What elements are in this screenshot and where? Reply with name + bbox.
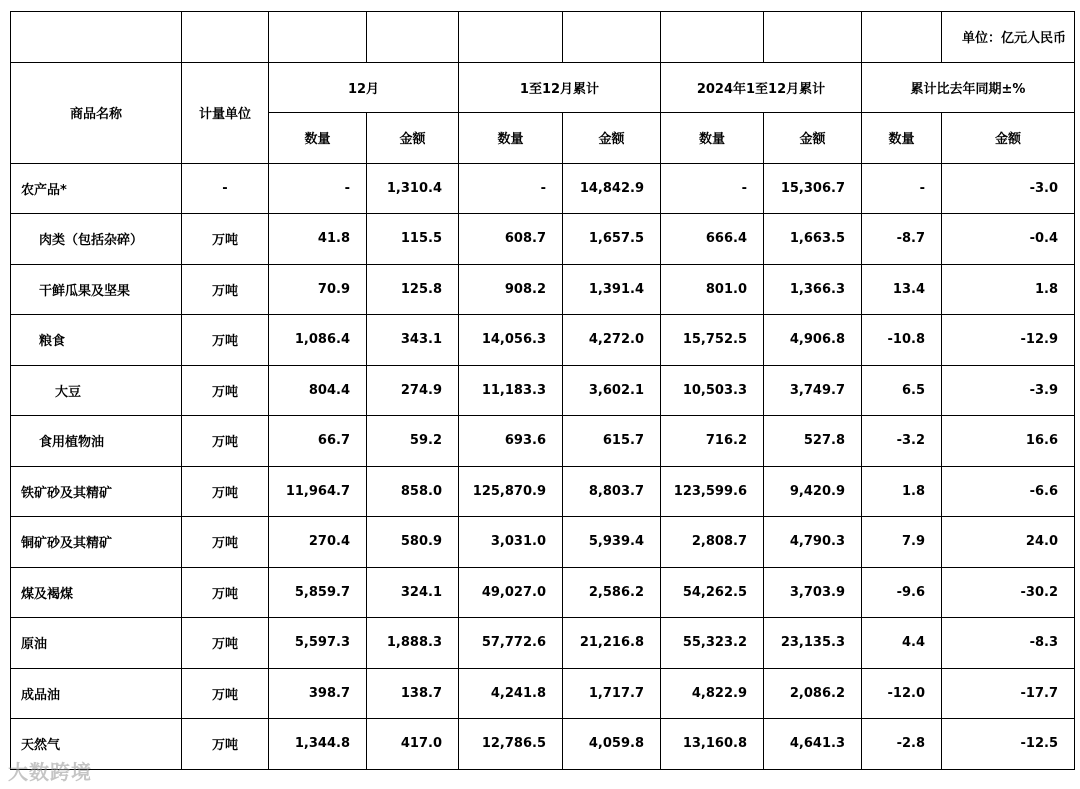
prev-qty-cell: 54,262.5 (661, 567, 764, 618)
cum-qty-cell: 14,056.3 (459, 315, 563, 366)
dec-amt-cell: 1,310.4 (367, 163, 459, 214)
yoy-amt-cell: 16.6 (942, 416, 1075, 467)
product-name-cell: 肉类（包括杂碎） (11, 214, 182, 265)
cum-amt-cell: 1,657.5 (563, 214, 661, 265)
watermark: 大数跨境 (8, 760, 92, 784)
import-statistics-table (10, 11, 1075, 770)
product-name-cell: 食用植物油 (11, 416, 182, 467)
yoy-amt-cell: -3.0 (942, 163, 1075, 214)
cum-qty-cell: 3,031.0 (459, 517, 563, 568)
measure-unit-cell: 万吨 (182, 264, 269, 315)
dec-amt-cell: 115.5 (367, 214, 459, 265)
prev-amt-cell: 4,641.3 (764, 719, 862, 770)
dec-qty-cell: - (269, 163, 367, 214)
prev-qty-cell: 716.2 (661, 416, 764, 467)
measure-unit-cell: - (182, 163, 269, 214)
cum-qty-cell: 12,786.5 (459, 719, 563, 770)
measure-unit-cell: 万吨 (182, 567, 269, 618)
yoy-amt-cell: -12.9 (942, 315, 1075, 366)
table-row (11, 567, 1075, 618)
unit-note: 单位：亿元人民币 (942, 12, 1075, 63)
dec-amt-cell: 324.1 (367, 567, 459, 618)
product-name-cell: 铜矿砂及其精矿 (11, 517, 182, 568)
prev-qty-cell: 2,808.7 (661, 517, 764, 568)
yoy-qty-cell: 7.9 (862, 517, 942, 568)
dec-amt-cell: 580.9 (367, 517, 459, 568)
dec-amt-cell: 858.0 (367, 466, 459, 517)
cum-qty-cell: 4,241.8 (459, 668, 563, 719)
yoy-qty-cell: -12.0 (862, 668, 942, 719)
yoy-qty-cell: -8.7 (862, 214, 942, 265)
table-row (11, 668, 1075, 719)
prev-qty-cell: 801.0 (661, 264, 764, 315)
yoy-qty-cell: 13.4 (862, 264, 942, 315)
cum-amt-cell: 2,586.2 (563, 567, 661, 618)
measure-unit-cell: 万吨 (182, 517, 269, 568)
prev-qty-cell: 666.4 (661, 214, 764, 265)
table-row (11, 264, 1075, 315)
prev-amt-cell: 2,086.2 (764, 668, 862, 719)
prev-qty-cell: 13,160.8 (661, 719, 764, 770)
cum-amt-cell: 4,059.8 (563, 719, 661, 770)
prev-amt-cell: 3,749.7 (764, 365, 862, 416)
measure-unit-cell: 万吨 (182, 466, 269, 517)
yoy-qty-cell: 1.8 (862, 466, 942, 517)
dec-qty-cell: 1,086.4 (269, 315, 367, 366)
yoy-qty-cell: - (862, 163, 942, 214)
header-period-dec: 12月 (269, 62, 459, 113)
product-name-cell: 干鲜瓜果及坚果 (11, 264, 182, 315)
table-row (11, 466, 1075, 517)
table-row (11, 416, 1075, 467)
header-qty: 数量 (269, 113, 367, 164)
cum-qty-cell: 57,772.6 (459, 618, 563, 669)
prev-amt-cell: 4,790.3 (764, 517, 862, 568)
cum-amt-cell: 8,803.7 (563, 466, 661, 517)
prev-qty-cell: 15,752.5 (661, 315, 764, 366)
cum-amt-cell: 1,391.4 (563, 264, 661, 315)
measure-unit-cell: 万吨 (182, 618, 269, 669)
dec-amt-cell: 274.9 (367, 365, 459, 416)
cum-qty-cell: 908.2 (459, 264, 563, 315)
table-row (11, 365, 1075, 416)
prev-amt-cell: 4,906.8 (764, 315, 862, 366)
prev-qty-cell: 10,503.3 (661, 365, 764, 416)
header-qty: 数量 (661, 113, 764, 164)
prev-amt-cell: 9,420.9 (764, 466, 862, 517)
cum-qty-cell: - (459, 163, 563, 214)
header-qty: 数量 (862, 113, 942, 164)
prev-qty-cell: 4,822.9 (661, 668, 764, 719)
yoy-qty-cell: 4.4 (862, 618, 942, 669)
yoy-qty-cell: 6.5 (862, 365, 942, 416)
dec-qty-cell: 41.8 (269, 214, 367, 265)
yoy-amt-cell: -30.2 (942, 567, 1075, 618)
yoy-amt-cell: -3.9 (942, 365, 1075, 416)
header-period-prev: 2024年1至12月累计 (661, 62, 862, 113)
prev-qty-cell: 55,323.2 (661, 618, 764, 669)
measure-unit-cell: 万吨 (182, 315, 269, 366)
cum-qty-cell: 608.7 (459, 214, 563, 265)
header-amt: 金额 (942, 113, 1075, 164)
header-qty: 数量 (459, 113, 563, 164)
cum-qty-cell: 693.6 (459, 416, 563, 467)
dec-qty-cell: 1,344.8 (269, 719, 367, 770)
prev-qty-cell: - (661, 163, 764, 214)
dec-qty-cell: 5,859.7 (269, 567, 367, 618)
cum-qty-cell: 49,027.0 (459, 567, 563, 618)
yoy-amt-cell: -0.4 (942, 214, 1075, 265)
cum-amt-cell: 615.7 (563, 416, 661, 467)
prev-amt-cell: 1,663.5 (764, 214, 862, 265)
cum-qty-cell: 125,870.9 (459, 466, 563, 517)
table-row (11, 719, 1075, 770)
product-name-cell: 成品油 (11, 668, 182, 719)
yoy-qty-cell: -9.6 (862, 567, 942, 618)
yoy-qty-cell: -10.8 (862, 315, 942, 366)
cum-amt-cell: 21,216.8 (563, 618, 661, 669)
prev-amt-cell: 3,703.9 (764, 567, 862, 618)
product-name-cell: 农产品* (11, 163, 182, 214)
dec-qty-cell: 270.4 (269, 517, 367, 568)
header-row-periods (11, 62, 1075, 113)
header-amt: 金额 (563, 113, 661, 164)
yoy-amt-cell: -12.5 (942, 719, 1075, 770)
dec-qty-cell: 70.9 (269, 264, 367, 315)
yoy-amt-cell: 24.0 (942, 517, 1075, 568)
cum-amt-cell: 4,272.0 (563, 315, 661, 366)
dec-qty-cell: 5,597.3 (269, 618, 367, 669)
dec-amt-cell: 59.2 (367, 416, 459, 467)
cum-qty-cell: 11,183.3 (459, 365, 563, 416)
product-name-cell: 大豆 (11, 365, 182, 416)
dec-amt-cell: 417.0 (367, 719, 459, 770)
product-name-cell: 原油 (11, 618, 182, 669)
product-name-cell: 铁矿砂及其精矿 (11, 466, 182, 517)
product-name-cell: 煤及褐煤 (11, 567, 182, 618)
measure-unit-cell: 万吨 (182, 365, 269, 416)
cum-amt-cell: 5,939.4 (563, 517, 661, 568)
dec-amt-cell: 1,888.3 (367, 618, 459, 669)
measure-unit-cell: 万吨 (182, 214, 269, 265)
measure-unit-cell: 万吨 (182, 719, 269, 770)
prev-amt-cell: 527.8 (764, 416, 862, 467)
yoy-amt-cell: -6.6 (942, 466, 1075, 517)
dec-qty-cell: 11,964.7 (269, 466, 367, 517)
unit-note-row (11, 12, 1075, 63)
measure-unit-cell: 万吨 (182, 668, 269, 719)
prev-amt-cell: 1,366.3 (764, 264, 862, 315)
yoy-qty-cell: -2.8 (862, 719, 942, 770)
cum-amt-cell: 1,717.7 (563, 668, 661, 719)
table-row (11, 618, 1075, 669)
dec-amt-cell: 138.7 (367, 668, 459, 719)
header-period-yoy: 累计比去年同期±% (862, 62, 1075, 113)
dec-qty-cell: 804.4 (269, 365, 367, 416)
header-measure-unit: 计量单位 (182, 62, 269, 163)
dec-qty-cell: 66.7 (269, 416, 367, 467)
table-row (11, 214, 1075, 265)
header-period-cum: 1至12月累计 (459, 62, 661, 113)
table-row (11, 315, 1075, 366)
product-name-cell: 粮食 (11, 315, 182, 366)
dec-qty-cell: 398.7 (269, 668, 367, 719)
dec-amt-cell: 125.8 (367, 264, 459, 315)
prev-qty-cell: 123,599.6 (661, 466, 764, 517)
measure-unit-cell: 万吨 (182, 416, 269, 467)
dec-amt-cell: 343.1 (367, 315, 459, 366)
prev-amt-cell: 15,306.7 (764, 163, 862, 214)
cum-amt-cell: 3,602.1 (563, 365, 661, 416)
yoy-amt-cell: -8.3 (942, 618, 1075, 669)
table-row (11, 517, 1075, 568)
yoy-qty-cell: -3.2 (862, 416, 942, 467)
header-amt: 金额 (367, 113, 459, 164)
product-name-cell: 天然气 (11, 719, 182, 770)
header-product-name: 商品名称 (11, 62, 182, 163)
prev-amt-cell: 23,135.3 (764, 618, 862, 669)
cum-amt-cell: 14,842.9 (563, 163, 661, 214)
header-amt: 金额 (764, 113, 862, 164)
yoy-amt-cell: -17.7 (942, 668, 1075, 719)
yoy-amt-cell: 1.8 (942, 264, 1075, 315)
table-row (11, 163, 1075, 214)
